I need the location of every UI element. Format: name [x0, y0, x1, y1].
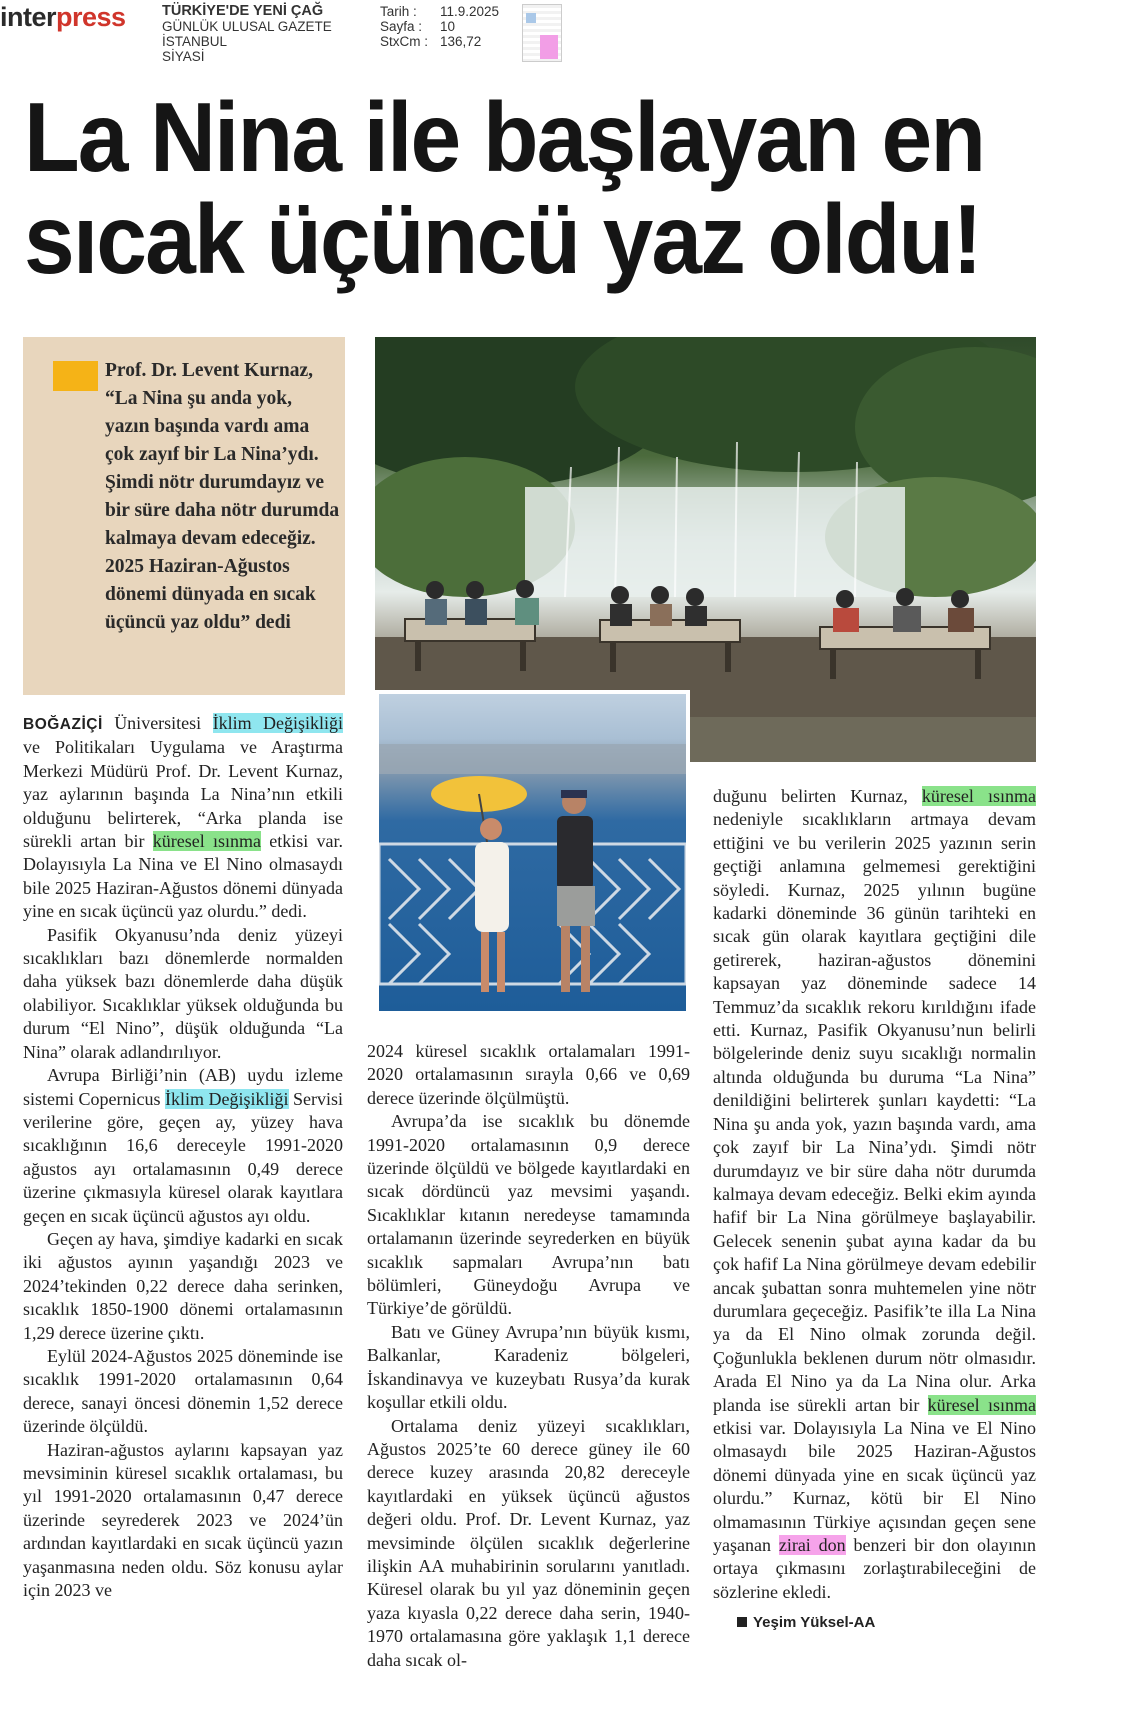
paragraph: BOĞAZİÇİ Üniversitesi İklim Değişikliği ve Politikaları Uygulama ve Araştırma Merkezi Müdürü Prof. Dr. Levent Kurnaz, yaz aylarının başında La Nina’nın etkili olduğunu belirterek, “Arka planda ise sürekli artan bir küresel ısınma etkisi var. Dolayısıyla La Nina ve El Nino olmasaydı bile 2025 Haziran-Ağustos dönemi dünyada yine en sıcak üçüncü yaz olurdu.” dedi. — [23, 713, 343, 922]
highlight: zirai don — [778, 1535, 846, 1555]
paragraph: Pasifik Okyanusu’nda deniz yüzeyi sıcaklıkları bazı dönemlerde normalden daha yüksek bazı dönemlerde daha düşük olabiliyor. Sıcaklıklar yüksek olduğunda bu durum “El Nino”, düşük olduğunda “La Nina” olarak adlandırılıyor. — [23, 924, 343, 1062]
pull-quote-text: Prof. Dr. Levent Kurnaz, “La Nina şu anda yok, yazın başında vardı ama çok zayıf bir La Nina’ydı. Şimdi nötr durumdayız ve bir süre daha nötr durumda kalmaya devam edeceğiz. 2025 Haziran-Ağustos dönemi dünyada en sıcak üçüncü yaz oldu” dedi — [105, 360, 340, 633]
paper-type: GÜNLÜK ULUSAL GAZETE — [162, 19, 332, 34]
bridge-couple-photo — [375, 690, 690, 1015]
pull-quote-box — [23, 337, 345, 695]
highlight: İklim Değişikliği — [212, 713, 343, 733]
date-label: Tarih : — [380, 4, 417, 19]
headline-line-1: La Nina ile başlayan en — [24, 82, 985, 192]
paragraph: Avrupa Birliği’nin (AB) uydu izleme sistemi Copernicus İklim Değişikliği Servisi verilerine göre, geçen ay, yüzey hava sıcaklığının 16,6 dereceyle 1991-2020 ağustos ayı ortalamasının 0,49 derece üzerine çıkmasıyla küresel olarak kayıtlara geçen en sıcak üçüncü ağustos ayı oldu. — [23, 1065, 344, 1226]
highlight: küresel ısınma — [927, 1394, 1036, 1415]
page-label: Sayfa : — [380, 19, 423, 34]
date-value: 11.9.2025 — [440, 4, 500, 19]
paragraph: Eylül 2024-Ağustos 2025 döneminde ise sıcaklık 1991-2020 ortalamasının 0,64 derece, sanayi öncesi dönemin 1,52 derece üzerinde ölçüldü. — [23, 1345, 343, 1437]
clipping-meta — [380, 4, 499, 49]
paragraph: Avrupa’da ise sıcaklık bu dönemde 1991-2020 ortalamasının 0,9 derece üzerinde ölçüldü ve bölgede kayıtlardaki en sıcak dördüncü yaz mevsimi yaşandı. Sıcaklıklar kıtanın neredeyse tamamında ortalamanın üzerinde seyrederken en büyük sıcaklık sapmaları Avrupa’nın batı bölümleri, Güneydoğu Avrupa ve Türkiye’de görüldü. — [367, 1111, 690, 1319]
paragraph: Haziran-ağustos aylarını kapsayan yaz mevsiminin küresel sıcaklık ortalaması, bu yıl 1991-2020 ortalamasının 0,47 derece üzerinde seyrederek 2023 ve 2024’ün ardından kayıtlardaki en sıcak üçüncü yazın yaşanmasına neden oldu. Söz konusu aylar için 2023 ve — [23, 1439, 343, 1601]
highlight: küresel ısınma — [152, 831, 261, 852]
stxcm-value: 136,72 — [440, 34, 482, 49]
paper-name: TÜRKİYE'DE YENİ ÇAĞ — [162, 3, 324, 19]
paper-city: İSTANBUL — [162, 34, 228, 49]
article-column-1 — [23, 712, 343, 1602]
paper-category: SİYASİ — [162, 49, 205, 64]
paragraph: Geçen ay hava, şimdiye kadarki en sıcak iki ağustos ayının yaşandığı 2023 ve 2024’tekinden 0,22 derece daha serinken, sıcaklık 1850-1900 dönemi ortalamasının 1,29 derece üzerine çıktı. — [23, 1228, 343, 1343]
headline-line-2: sıcak üçüncü yaz oldu! — [24, 184, 981, 294]
paragraph: duğunu belirten Kurnaz, küresel ısınma nedeniyle sıcaklıkların artmaya devam ettiğini ve bu verilerin 2025 yazının serin geçtiği anlamına gelmemesi gerektiğini söyledi. Kurnaz, 2025 yılının bugüne kadarki döneminde 36 günün tarihteki en sıcak gün olarak kayıtlara geçtiğini dile getirerek, haziran-ağustos dönemini kapsayan yaz döneminde sadece 14 Temmuz’da sıcaklık rekoru kırıldığını ifade etti. Kurnaz, Pasifik Okyanusu’nun belirli bölgelerinde deniz suyu sıcaklığı normalin altında olduğunda bu duruma “La Nina” denildiğini belirterek şunları kaydetti: “La Nina şu anda yok, yazın başında vardı, ama çok zayıf bir La Nina’ydı. Şimdi nötr durumdayız ve bir süre daha nötr durumda kalmaya devam edeceğiz. Belki ekim ayında hafif bir La Nina görülmeye başlayabilir. Gelecek senenin şubat ayına kadar da bu çok hafif La Nina görülmeye devam edebilir ancak şubattan sonra muhtemelen yine nötr durumlara geçeceğiz. Pasifik’te illa La Nina ya da El Nino olmak zorunda değil. Çoğunlukla beklenen durum nötr olmasıdır. Arada El Nino ya da La Nina olur. Arka planda ise sürekli artan bir küresel ısınma etkisi var. Dolayısıyla La Nina ve El Nino olmasaydı bile 2025 Haziran-Ağustos dönemi dünyada yine en sıcak üçüncü yaz olurdu.” Kurnaz, kötü bir El Nino olmamasının Türkiye açısından geçen sene yaşanan zirai don benzeri bir don olayının ortaya çıkmasını zorlaştırabileceğini de sözlerine ekledi. — [713, 786, 1036, 1602]
byline: Yeşim Yüksel-AA — [737, 1614, 875, 1631]
article-column-2 — [367, 1040, 690, 1672]
byline-row — [713, 1610, 1036, 1634]
page-thumbnail — [522, 4, 562, 62]
highlight: küresel ısınma — [921, 786, 1036, 806]
paragraph: Ortalama deniz yüzeyi sıcaklıkları, Ağustos 2025’te 60 derece güney ile 60 derece kuzey arasında 20,82 dereceyle kayıtlardaki en yüksek üçüncü ağustos değeri oldu. Prof. Dr. Levent Kurnaz, yaz mevsiminde ölçülen sıcaklık değerlerine ilişkin AA muhabirinin sorularını yanıtladı. Küresel olarak bu yıl yaz döneminin geçen yaza kıyasla 0,22 derece daha serin, 1940-1970 ortalamasına göre yaklaşık 1,1 derece daha sıcak ol- — [367, 1415, 690, 1670]
paragraph: 2024 küresel sıcaklık ortalamaları 1991-2020 ortalamasının sırayla 0,66 ve 0,69 derece üzerinde ölçülmüştü. — [367, 1041, 690, 1108]
article-column-3 — [713, 785, 1036, 1635]
interpress-logo: interpress — [0, 2, 126, 32]
paragraph: Batı ve Güney Avrupa’nın büyük kısmı, Balkanlar, Karadeniz bölgeleri, İskandinavya ve kuzeybatı Rusya’da kurak koşullar etkili oldu. — [367, 1321, 690, 1413]
stxcm-label: StxCm : — [380, 34, 429, 49]
publication-info — [162, 4, 372, 64]
dateline: BOĞAZİÇİ — [23, 716, 103, 733]
highlight: İklim Değişikliği — [165, 1088, 289, 1109]
quote-marker-icon — [53, 361, 98, 391]
headline — [24, 82, 1038, 294]
page-value: 10 — [440, 19, 456, 34]
